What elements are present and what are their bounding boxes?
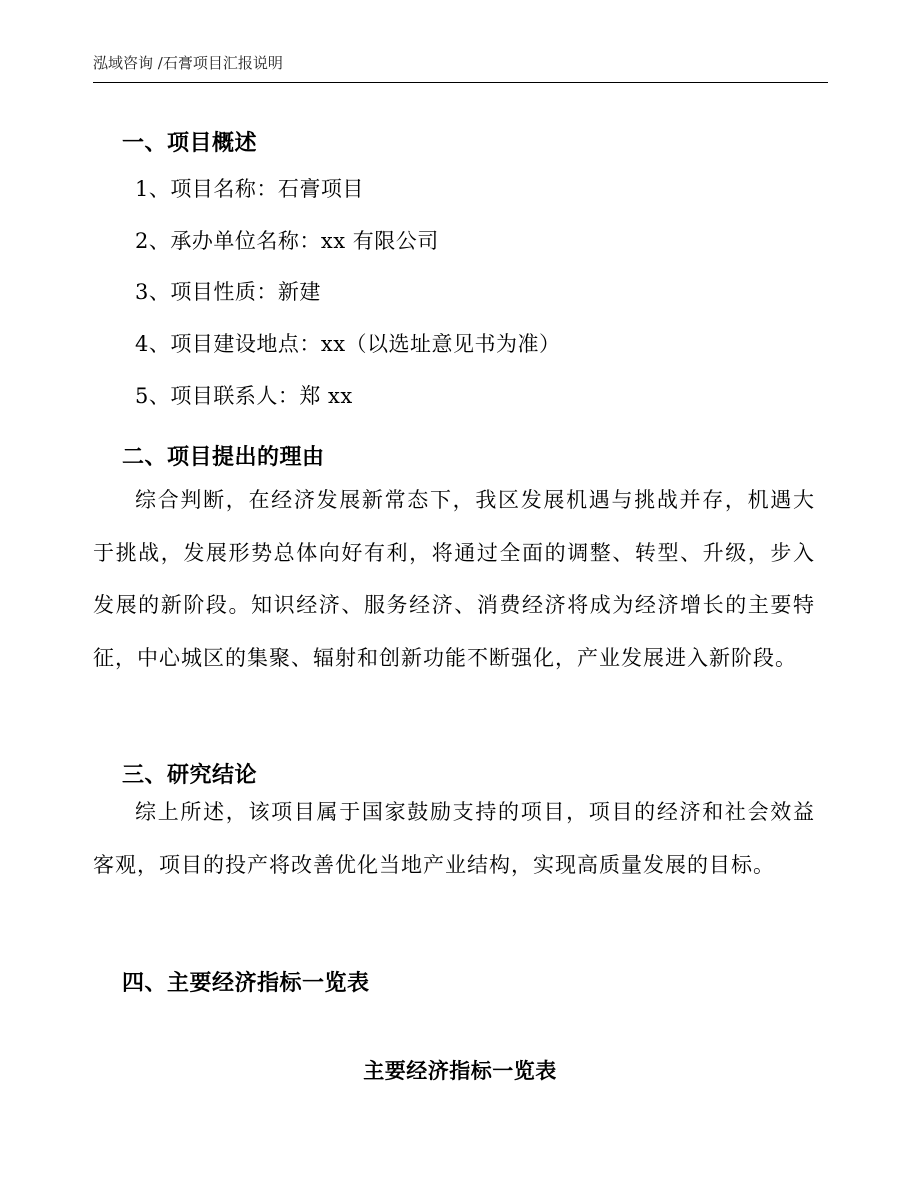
section-heading-overview: 一、项目概述 bbox=[122, 130, 258, 156]
overview-item-project-name: 1、项目名称：石膏项目 bbox=[135, 177, 364, 201]
header-divider bbox=[93, 82, 828, 83]
page-header: 泓域咨询 /石膏项目汇报说明 bbox=[93, 54, 283, 72]
section-heading-indicators: 四、主要经济指标一览表 bbox=[122, 970, 370, 996]
overview-item-location: 4、项目建设地点：xx（以选址意见书为准） bbox=[135, 332, 561, 356]
section-heading-conclusion: 三、研究结论 bbox=[122, 762, 258, 788]
overview-item-contact: 5、项目联系人：郑 xx bbox=[135, 384, 353, 408]
conclusion-paragraph: 综上所述，该项目属于国家鼓励支持的项目，项目的经济和社会效益客观，项目的投产将改善优化当地产业结构，实现高质量发展的目标。 bbox=[93, 800, 815, 877]
overview-item-nature: 3、项目性质：新建 bbox=[135, 280, 321, 304]
table-title: 主要经济指标一览表 bbox=[363, 1058, 557, 1083]
overview-item-organizer: 2、承办单位名称：xx 有限公司 bbox=[135, 229, 439, 253]
section-heading-reason: 二、项目提出的理由 bbox=[122, 444, 325, 470]
reason-paragraph: 综合判断，在经济发展新常态下，我区发展机遇与挑战并存，机遇大于挑战，发展形势总体向好有利，将通过全面的调整、转型、升级，步入发展的新阶段。知识经济、服务经济、消费经济将成为经济增长的主要特征，中心城区的集聚、辐射和创新功能不断强化，产业发展进入新阶段。 bbox=[93, 488, 815, 670]
